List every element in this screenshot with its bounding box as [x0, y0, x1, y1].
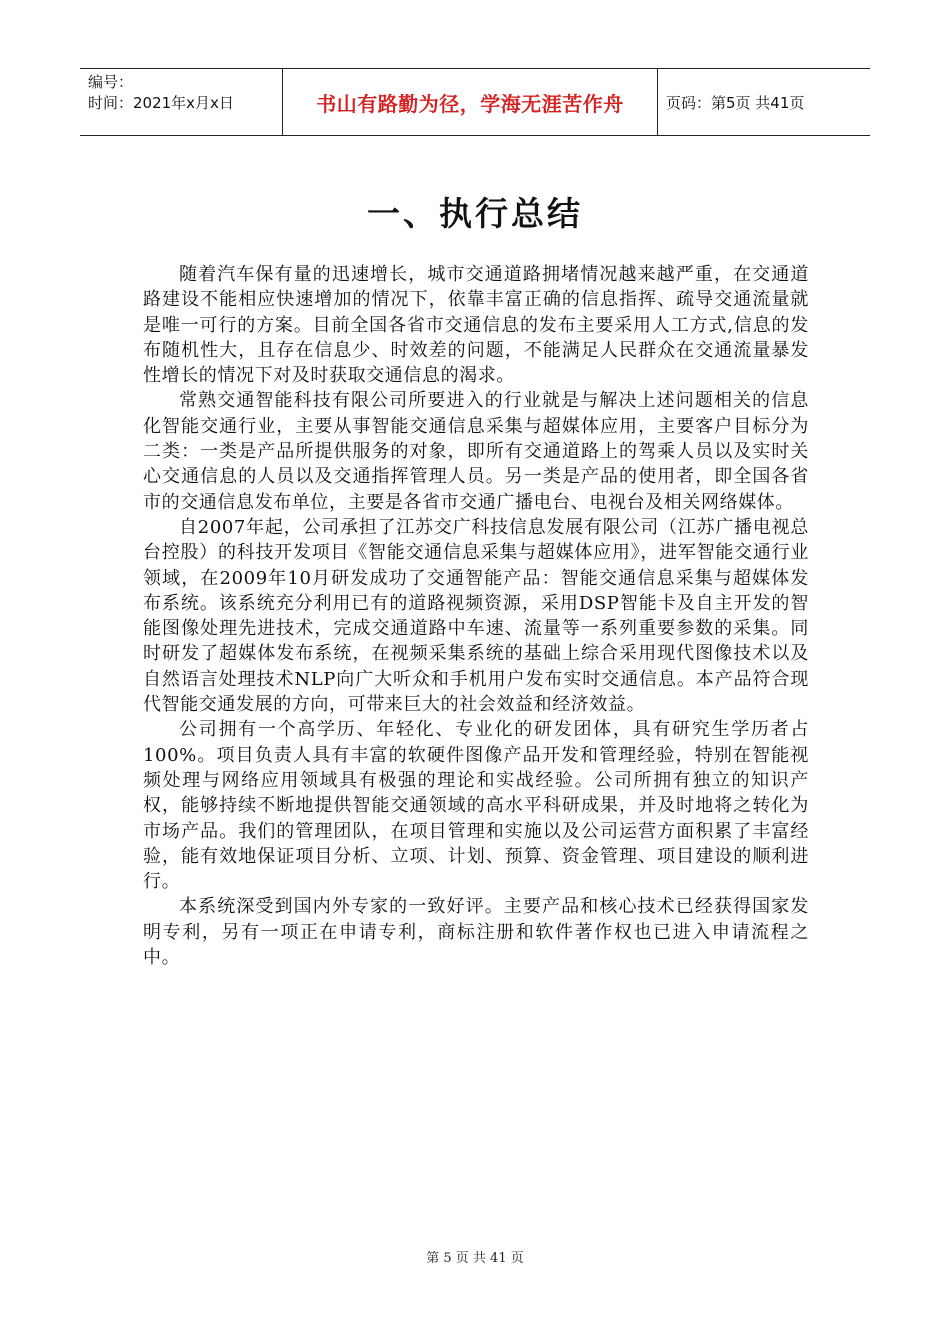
paragraph-4: 公司拥有一个高学历、年轻化、专业化的研发团体，具有研究生学历者占100%。项目负责人具有丰富的软硬件图像产品开发和管理经验，特别在智能视频处理与网络应用领域具有极强的理论和实战经验。公司所拥有独立的知识产权，能够持续不断地提供智能交通领域的高水平科研成果，并及时地将之转化为市场产品。我们的管理团队，在项目管理和实施以及公司运营方面积累了丰富经验，能有效地保证项目分析、立项、计划、预算、资金管理、项目建设的顺利进行。	[143, 719, 809, 893]
paragraph-5: 本系统深受到国内外专家的一致好评。主要产品和核心技术已经获得国家发明专利，另有一项正在申请专利，商标注册和软件著作权也已进入申请流程之中。	[143, 896, 809, 969]
paragraph-1: 随着汽车保有量的迅速增长，城市交通道路拥堵情况越来越严重，在交通道路建设不能相应快速增加的情况下，依靠丰富正确的信息指挥、疏导交通流量就是唯一可行的方案。目前全国各省市交通信息的发布主要采用人工方式,信息的发布随机性大，且存在信息少、时效差的问题，不能满足人民群众在交通流量暴发性增长的情况下对及时获取交通信息的渴求。	[143, 264, 809, 387]
section-title: 一、执行总结	[367, 194, 583, 233]
document-body	[143, 262, 809, 970]
paragraph-3: 自2007年起，公司承担了江苏交广科技信息发展有限公司（江苏广播电视总台控股）的科技开发项目《智能交通信息采集与超媒体应用》，进军智能交通行业领域，在2009年10月研发成功了交通智能产品：智能交通信息采集与超媒体发布系统。该系统充分利用已有的道路视频资源，采用DSP智能卡及自主开发的智能图像处理先进技术，完成交通道路中车速、流量等一系列重要参数的采集。同时研发了超媒体发布系统，在视频采集系统的基础上综合采用现代图像技术以及自然语言处理技术NLP向广大听众和手机用户发布实时交通信息。本产品符合现代智能交通发展的方向，可带来巨大的社会效益和经济效益。	[143, 516, 809, 716]
header-page-info: 页码：第5页 共41页	[666, 93, 805, 112]
serial-number-label: 编号：	[88, 73, 134, 91]
header-motto: 书山有路勤为径，学海无涯苦作舟	[316, 91, 624, 116]
page-footer: 第 5 页 共 41 页	[426, 1251, 524, 1266]
header-page-cell	[658, 69, 870, 135]
header-motto-cell	[282, 69, 658, 135]
time-label: 时间：2021年x月x日	[88, 94, 234, 112]
paragraph-2: 常熟交通智能科技有限公司所要进入的行业就是与解决上述问题相关的信息化智能交通行业，主要从事智能交通信息采集与超媒体应用，主要客户目标分为二类：一类是产品所提供服务的对象，即所有交通道路上的驾乘人员以及实时关心交通信息的人员以及交通指挥管理人员。另一类是产品的使用者，即全国各省市的交通信息发布单位，主要是各省市交通广播电台、电视台及相关网络媒体。	[143, 390, 809, 513]
header-table	[80, 68, 870, 136]
header-meta-cell	[80, 69, 282, 135]
